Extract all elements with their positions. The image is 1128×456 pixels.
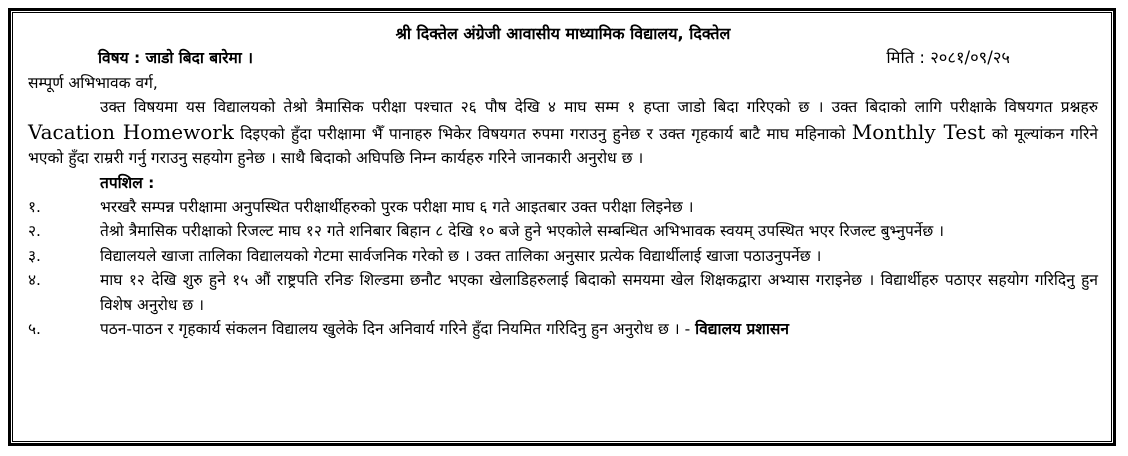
list-item: [28, 195, 1098, 220]
body-term-vacation-homework: Vacation Homework: [28, 119, 234, 144]
body-term-monthly-test: Monthly Test: [851, 119, 986, 144]
list-item-number: ४.: [28, 271, 41, 289]
details-list: [28, 195, 1098, 342]
list-item: [28, 219, 1098, 244]
details-heading: तपशिल :: [100, 173, 155, 192]
subject-line: [28, 46, 1098, 71]
body-text-part-3: को मूल्यांकन गरिने भएको हुँदा राम्ररी गर्नु गराउनु सहयोग हुनेछ । साथै बिदाको अघिपछि निम्न कार्यहरु गरिने जानकारी अनुरोध छ ।: [28, 124, 1098, 167]
notice-body-paragraph: [28, 95, 1098, 171]
school-notice: [28, 22, 1098, 342]
list-item-text: तेश्रो त्रैमासिक परीक्षाको रिजल्ट माघ १२ गते शनिबार बिहान ८ देखि १० बजे हुने भएकोले सम्बन्धित अभिभावक स्वयम् उपस्थित भएर रिजल्ट बुभ्नुपर्नेछ ।: [100, 222, 945, 240]
notice-subject: विषय : जाडो बिदा बारेमा ।: [98, 49, 254, 67]
salutation: सम्पूर्ण अभिभावक वर्ग,: [28, 74, 158, 92]
list-item-text: पठन-पाठन र गृहकार्य संकलन विद्यालय खुलेके दिन अनिवार्य गरिने हुँदा नियमित गरिदिनु हुन अनुरोध छ । -: [100, 320, 691, 338]
body-text-part-1: उक्त विषयमा यस विद्यालयको तेश्रो त्रैमासिक परीक्षा पश्चात २६ पौष देखि ४ माघ सम्म १ हप्ता जाडो बिदा गरिएको छ । उक्त बिदाको लागि परीक्षाके विषयगत प्रश्नहरु: [100, 98, 1098, 116]
list-item-number: ३.: [28, 246, 41, 265]
list-item-text-with-signature: [100, 317, 1098, 342]
list-item-text: भरखरै सम्पन्न परीक्षामा अनुपस्थित परीक्षार्थीहरुको पुरक परीक्षा माघ ६ गते आइतबार उक्त परीक्षा लिइनेछ ।: [100, 197, 694, 216]
signature-school-administration: विद्यालय प्रशासन: [695, 320, 789, 338]
list-item-number: २.: [28, 222, 41, 240]
notice-date: मिति : २०८१/०९/२५: [886, 48, 1010, 67]
list-item: [28, 268, 1098, 317]
list-item-text: विद्यालयले खाजा तालिका विद्यालयको गेटमा सार्वजनिक गरेको छ । उक्त तालिका अनुसार प्रत्येक विद्यार्थीलाई खाजा पठाउनुपर्नेछ ।: [100, 246, 822, 265]
body-text-part-2: दिइएको हुँदा परीक्षामा भैँ पानाहरु भिकेर विषयगत रुपमा गराउनु हुनेछ र उक्त गृहकार्य बाटै माघ महिनाको: [240, 124, 846, 143]
list-item-number: १.: [28, 197, 41, 216]
list-item-text: माघ १२ देखि शुरु हुने १५ औं राष्ट्रपति रनिङ शिल्डमा छनौट भएका खेलाडिहरुलाई बिदाको समयमा खेल शिक्षकद्वारा अभ्यास गराइनेछ । विद्यार्थीहरु पठाएर सहयोग गरिदिनु हुन विशेष अनुरोध छ ।: [100, 271, 1098, 314]
school-name-title: श्री दिक्तेल अंग्रेजी आवासीय माध्यामिक विद्यालय, दिक्तेल: [395, 24, 731, 43]
list-item: [28, 317, 1098, 342]
list-item: [28, 244, 1098, 269]
list-item-number: ५.: [28, 320, 41, 338]
